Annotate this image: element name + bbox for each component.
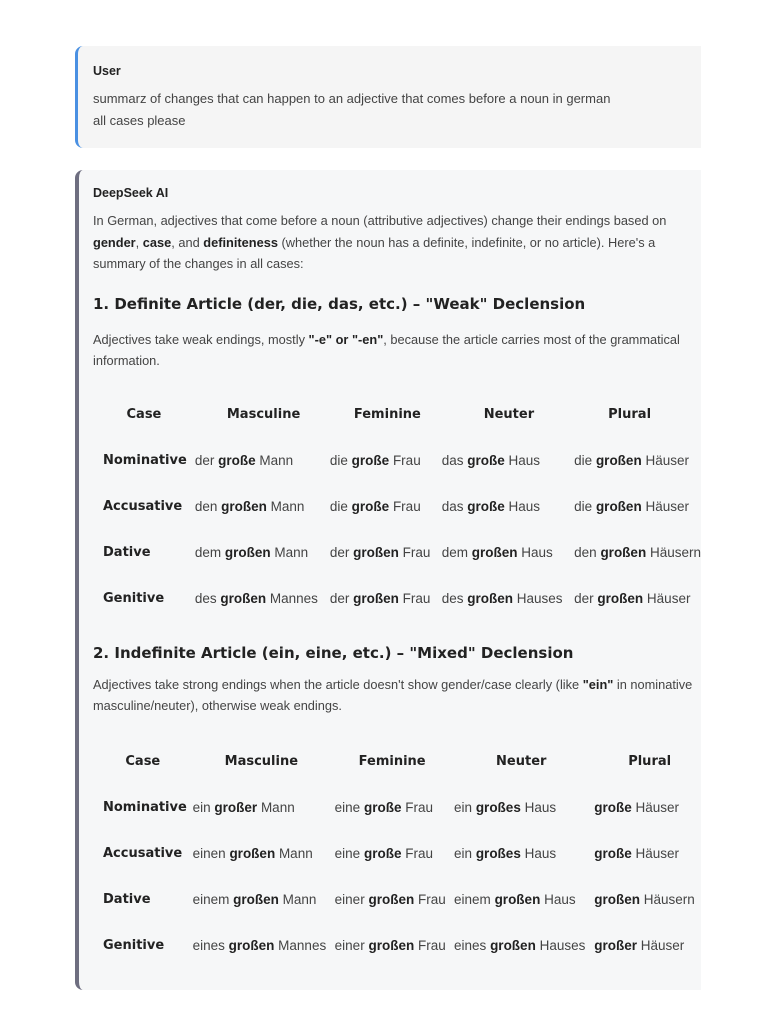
declension-cell-f: [330, 438, 442, 484]
noun-text: Frau: [401, 846, 433, 861]
intro-sep: , and: [171, 234, 204, 250]
adjective-text: großen: [220, 591, 267, 606]
indefinite-article-table: [93, 739, 701, 969]
adjective-text: großen: [368, 892, 415, 907]
adjective-text: großen: [353, 591, 399, 606]
table-row: [93, 484, 701, 530]
column-header-case: Case: [125, 754, 161, 769]
table-row: [93, 923, 701, 969]
section-1-bold: "-e" or "-en": [308, 331, 384, 347]
article-text: des: [194, 591, 221, 606]
intro-text: In German, adjectives that come before a noun (attributive adjectives) change their endings based on: [93, 213, 667, 228]
article-text: eine: [334, 846, 364, 861]
column-header-feminine: Feminine: [358, 754, 426, 769]
adjective-text: großen: [490, 938, 536, 953]
declension-cell-n: [442, 530, 574, 576]
noun-text: Frau: [389, 499, 421, 514]
article-text: die: [574, 453, 596, 468]
noun-text: Mann: [266, 499, 305, 514]
adjective-text: großen: [595, 453, 642, 468]
table-row: [93, 530, 701, 576]
adjective-text: großen: [594, 892, 640, 907]
article-text: das: [441, 453, 468, 468]
noun-text: Häuser: [636, 938, 685, 953]
definite-header-row: [93, 392, 701, 438]
ai-sender-label: DeepSeek AI: [93, 186, 169, 200]
declension-cell-p: [594, 877, 701, 923]
section-2-heading: 2. Indefinite Article (ein, eine, etc.) – "Mixed" Declension: [93, 643, 574, 662]
article-text: einem: [192, 892, 234, 907]
case-cell: Dative: [103, 545, 151, 560]
user-message-line-1: summarz of changes that can happen to an adjective that comes before a noun in german: [93, 91, 611, 106]
table-row: [93, 785, 701, 831]
declension-cell-m: [193, 923, 335, 969]
section-1-heading: 1. Definite Article (der, die, das, etc.) – "Weak" Declension: [93, 294, 586, 313]
adjective-text: große: [351, 499, 390, 514]
intro-bold-gender: gender: [93, 234, 136, 250]
declension-cell-f: [335, 923, 454, 969]
noun-text: Haus: [520, 800, 557, 815]
intro-text: (whether the noun has a definite, indefinite, or no article). Here's a summary of the changes in all cases:: [93, 234, 656, 271]
declension-cell-m: [195, 438, 330, 484]
article-text: eines: [454, 938, 491, 953]
declension-cell-p: [574, 438, 701, 484]
adjective-text: große: [594, 800, 632, 815]
declension-cell-f: [330, 576, 442, 622]
declension-cell-n: [454, 785, 594, 831]
table-row: [93, 576, 701, 622]
case-cell: Accusative: [103, 846, 183, 861]
noun-text: Frau: [398, 545, 431, 560]
adjective-text: großen: [229, 846, 276, 861]
article-text: den: [194, 499, 222, 514]
declension-cell-n: [442, 576, 574, 622]
article-text: einem: [454, 892, 495, 907]
article-text: der: [329, 545, 354, 560]
declension-cell-m: [193, 831, 335, 877]
noun-text: Mannes: [266, 591, 318, 606]
noun-text: Haus: [504, 499, 541, 514]
column-header-plural: Plural: [608, 407, 652, 422]
column-header-neuter: Neuter: [483, 407, 535, 422]
user-sender-label: User: [93, 64, 121, 78]
user-message: [75, 46, 701, 148]
declension-cell-p: [594, 923, 701, 969]
adjective-text: große: [594, 846, 632, 861]
table-row: [93, 438, 701, 484]
case-cell: Nominative: [103, 800, 187, 815]
article-text: der: [194, 453, 219, 468]
adjective-text: großen: [224, 545, 271, 560]
adjective-text: großen: [467, 591, 513, 606]
article-text: das: [441, 499, 468, 514]
adjective-text: großen: [228, 938, 275, 953]
adjective-text: große: [363, 846, 402, 861]
declension-cell-m: [195, 530, 330, 576]
section-1-paragraph: [93, 329, 693, 372]
article-text: einer: [334, 892, 369, 907]
ai-intro-paragraph: [93, 210, 693, 275]
adjective-text: großen: [368, 938, 415, 953]
article-text: die: [329, 499, 352, 514]
column-header-plural: Plural: [628, 754, 672, 769]
noun-text: Haus: [504, 453, 541, 468]
adjective-text: große: [467, 499, 505, 514]
declension-cell-n: [454, 831, 594, 877]
declension-cell-p: [594, 831, 701, 877]
adjective-text: großen: [233, 892, 279, 907]
noun-text: Frau: [389, 453, 421, 468]
declension-cell-m: [193, 877, 335, 923]
intro-bold-case: case: [142, 234, 172, 250]
declension-cell-m: [195, 576, 330, 622]
article-text: ein: [454, 800, 476, 815]
article-text: ein: [454, 846, 476, 861]
adjective-text: großes: [475, 846, 521, 861]
column-header-masculine: Masculine: [226, 407, 301, 422]
noun-text: Haus: [520, 846, 557, 861]
adjective-text: große: [467, 453, 505, 468]
column-header-case: Case: [126, 407, 162, 422]
declension-cell-p: [594, 785, 701, 831]
column-header-neuter: Neuter: [496, 754, 547, 769]
declension-cell-n: [454, 877, 594, 923]
declension-cell-f: [335, 877, 454, 923]
noun-text: Frau: [414, 938, 446, 953]
noun-text: Mann: [257, 800, 295, 815]
adjective-text: große: [218, 453, 256, 468]
column-header-masculine: Masculine: [224, 754, 299, 769]
ai-message: [75, 170, 701, 990]
adjective-text: große: [351, 453, 390, 468]
section-2-text: in nominative masculine/neuter), otherwise weak endings.: [93, 676, 693, 713]
article-text: eine: [334, 800, 364, 815]
noun-text: Haus: [517, 545, 553, 560]
declension-cell-n: [442, 438, 574, 484]
adjective-text: großer: [214, 800, 258, 815]
section-2-bold: "ein": [582, 676, 614, 692]
adjective-text: großen: [221, 499, 267, 514]
article-text: der: [574, 591, 598, 606]
adjective-text: großen: [494, 892, 541, 907]
article-text: die: [574, 499, 596, 514]
noun-text: Frau: [414, 892, 446, 907]
article-text: ein: [192, 800, 215, 815]
table-row: [93, 877, 701, 923]
declension-cell-p: [574, 530, 701, 576]
section-1-text: Adjectives take weak endings, mostly: [93, 331, 309, 347]
article-text: dem: [194, 545, 225, 560]
noun-text: Mann: [275, 846, 313, 861]
column-header-feminine: Feminine: [353, 407, 421, 422]
indefinite-header-row: [93, 739, 701, 785]
noun-text: Mann: [278, 892, 317, 907]
adjective-text: großer: [594, 938, 637, 953]
article-text: dem: [441, 545, 472, 560]
noun-text: Häuser: [631, 800, 679, 815]
case-cell: Genitive: [103, 591, 165, 606]
declension-cell-p: [574, 484, 701, 530]
noun-text: Häuser: [631, 846, 679, 861]
article-text: einen: [192, 846, 230, 861]
adjective-text: großen: [597, 591, 644, 606]
noun-text: Frau: [401, 800, 433, 815]
adjective-text: großen: [595, 499, 642, 514]
article-text: die: [329, 453, 352, 468]
declension-cell-n: [442, 484, 574, 530]
article-text: des: [441, 591, 468, 606]
declension-cell-f: [330, 530, 442, 576]
noun-text: Mannes: [274, 938, 327, 953]
section-1-text: , because the article carries most of the grammatical information.: [93, 331, 680, 368]
declension-cell-p: [574, 576, 701, 622]
noun-text: Mann: [255, 453, 294, 468]
noun-text: Haus: [540, 892, 576, 907]
adjective-text: großen: [353, 545, 399, 560]
declension-cell-n: [454, 923, 594, 969]
adjective-text: große: [363, 800, 402, 815]
table-row: [93, 831, 701, 877]
noun-text: Häusern: [639, 892, 695, 907]
definite-article-table: [93, 392, 701, 622]
article-text: den: [574, 545, 601, 560]
case-cell: Genitive: [103, 938, 165, 953]
adjective-text: großes: [475, 800, 521, 815]
declension-cell-m: [195, 484, 330, 530]
declension-cell-f: [335, 831, 454, 877]
user-message-line-2: all cases please: [93, 113, 186, 128]
declension-cell-m: [193, 785, 335, 831]
article-text: der: [329, 591, 354, 606]
section-2-text: Adjectives take strong endings when the article doesn't show gender/case clearly (like: [93, 676, 583, 692]
noun-text: Häuser: [641, 499, 689, 514]
section-2-paragraph: [93, 674, 693, 717]
noun-text: Häuser: [641, 453, 689, 468]
noun-text: Mann: [270, 545, 309, 560]
adjective-text: großen: [600, 545, 647, 560]
article-text: eines: [192, 938, 229, 953]
declension-cell-f: [330, 484, 442, 530]
noun-text: Häusern: [646, 545, 701, 560]
article-text: einer: [334, 938, 369, 953]
case-cell: Nominative: [103, 453, 187, 468]
adjective-text: großen: [471, 545, 518, 560]
intro-bold-definiteness: definiteness: [203, 234, 278, 250]
noun-text: Häuser: [643, 591, 691, 606]
noun-text: Hauses: [535, 938, 586, 953]
declension-cell-f: [335, 785, 454, 831]
case-cell: Accusative: [103, 499, 183, 514]
noun-text: Hauses: [513, 591, 563, 606]
intro-sep: ,: [135, 234, 143, 250]
noun-text: Frau: [398, 591, 431, 606]
case-cell: Dative: [103, 892, 151, 907]
